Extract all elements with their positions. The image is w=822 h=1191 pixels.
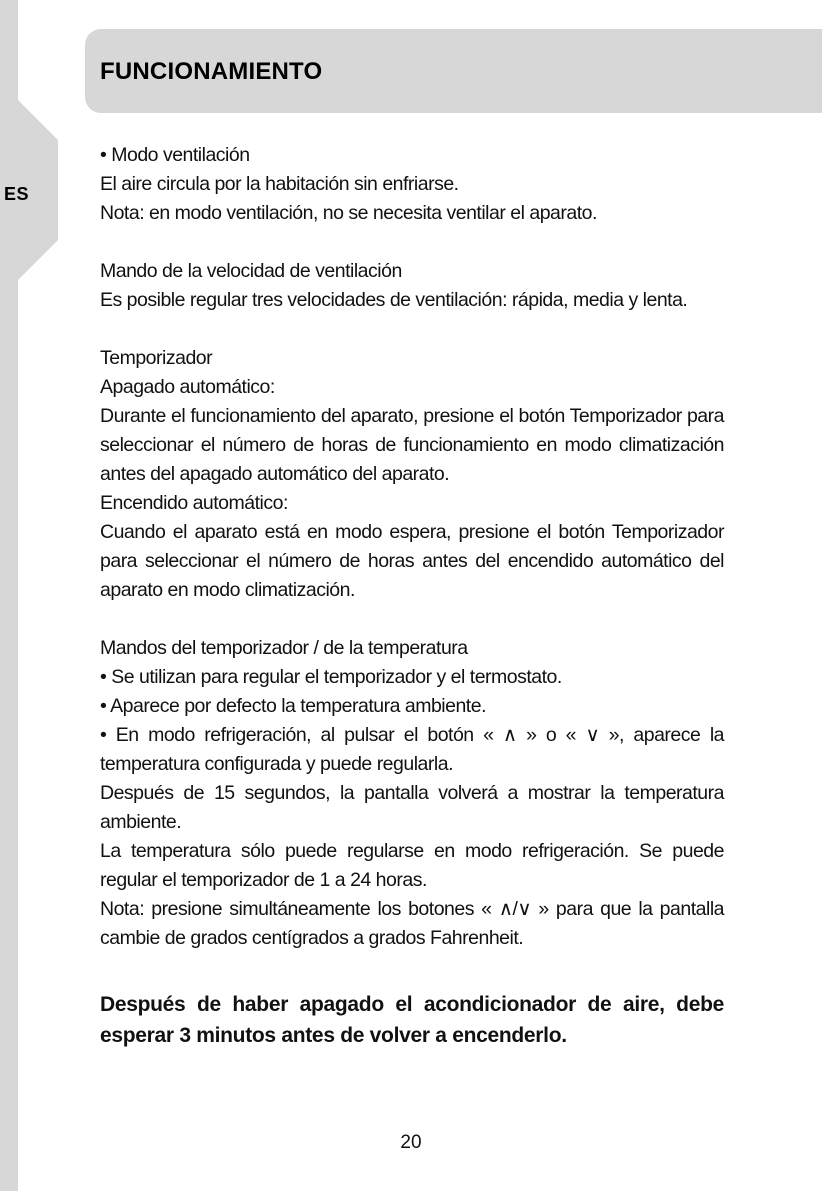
side-tab-shape: [0, 0, 58, 1191]
auto-on-text: Cuando el aparato está en modo espera, presione el botón Temporizador para seleccionar el número de horas antes del encendido automático del aparato en modo climatización.: [100, 521, 724, 601]
controls-heading: Mandos del temporizador / de la temperatura: [100, 637, 468, 659]
page-title: FUNCIONAMIENTO: [100, 58, 323, 85]
auto-off-text: Durante el funcionamiento del aparato, presione el botón Temporizador para seleccionar el número de horas de funcionamiento en modo climatización antes del apagado automático del aparato.: [100, 405, 724, 485]
fan-mode-line-1: El aire circula por la habitación sin enfriarse.: [100, 173, 459, 195]
controls-line-1: Después de 15 segundos, la pantalla volverá a mostrar la temperatura ambiente.: [100, 782, 724, 833]
side-language-tab: [0, 0, 58, 1191]
warning-notice: Después de haber apagado el acondicionador de aire, debe esperar 3 minutos antes de volver a encenderlo.: [100, 993, 724, 1047]
language-label: ES: [4, 184, 30, 204]
fan-mode-heading: • Modo ventilación: [100, 144, 250, 166]
controls-bullet-1: • Se utilizan para regular el temporizador y el termostato.: [100, 666, 562, 688]
page-number: 20: [400, 1132, 422, 1153]
fan-speed-line-1: Es posible regular tres velocidades de ventilación: rápida, media y lenta.: [100, 289, 688, 311]
controls-bullet-3: • En modo refrigeración, al pulsar el botón « ∧ » o « ∨ », aparece la temperatura configurada y puede regularla.: [100, 724, 724, 775]
auto-on-label: Encendido automático:: [100, 492, 288, 514]
controls-bullet-2: • Aparece por defecto la temperatura ambiente.: [100, 695, 486, 717]
timer-heading: Temporizador: [100, 347, 213, 369]
fan-mode-note: Nota: en modo ventilación, no se necesita ventilar el aparato.: [100, 202, 597, 224]
fan-speed-heading: Mando de la velocidad de ventilación: [100, 260, 402, 282]
controls-line-2: La temperatura sólo puede regularse en modo refrigeración. Se puede regular el temporizador de 1 a 24 horas.: [100, 840, 724, 891]
controls-note: Nota: presione simultáneamente los botones « ∧/∨ » para que la pantalla cambie de grados centígrados a grados Fahrenheit.: [100, 898, 724, 949]
main-content: [100, 141, 724, 1051]
auto-off-label: Apagado automático:: [100, 376, 275, 398]
